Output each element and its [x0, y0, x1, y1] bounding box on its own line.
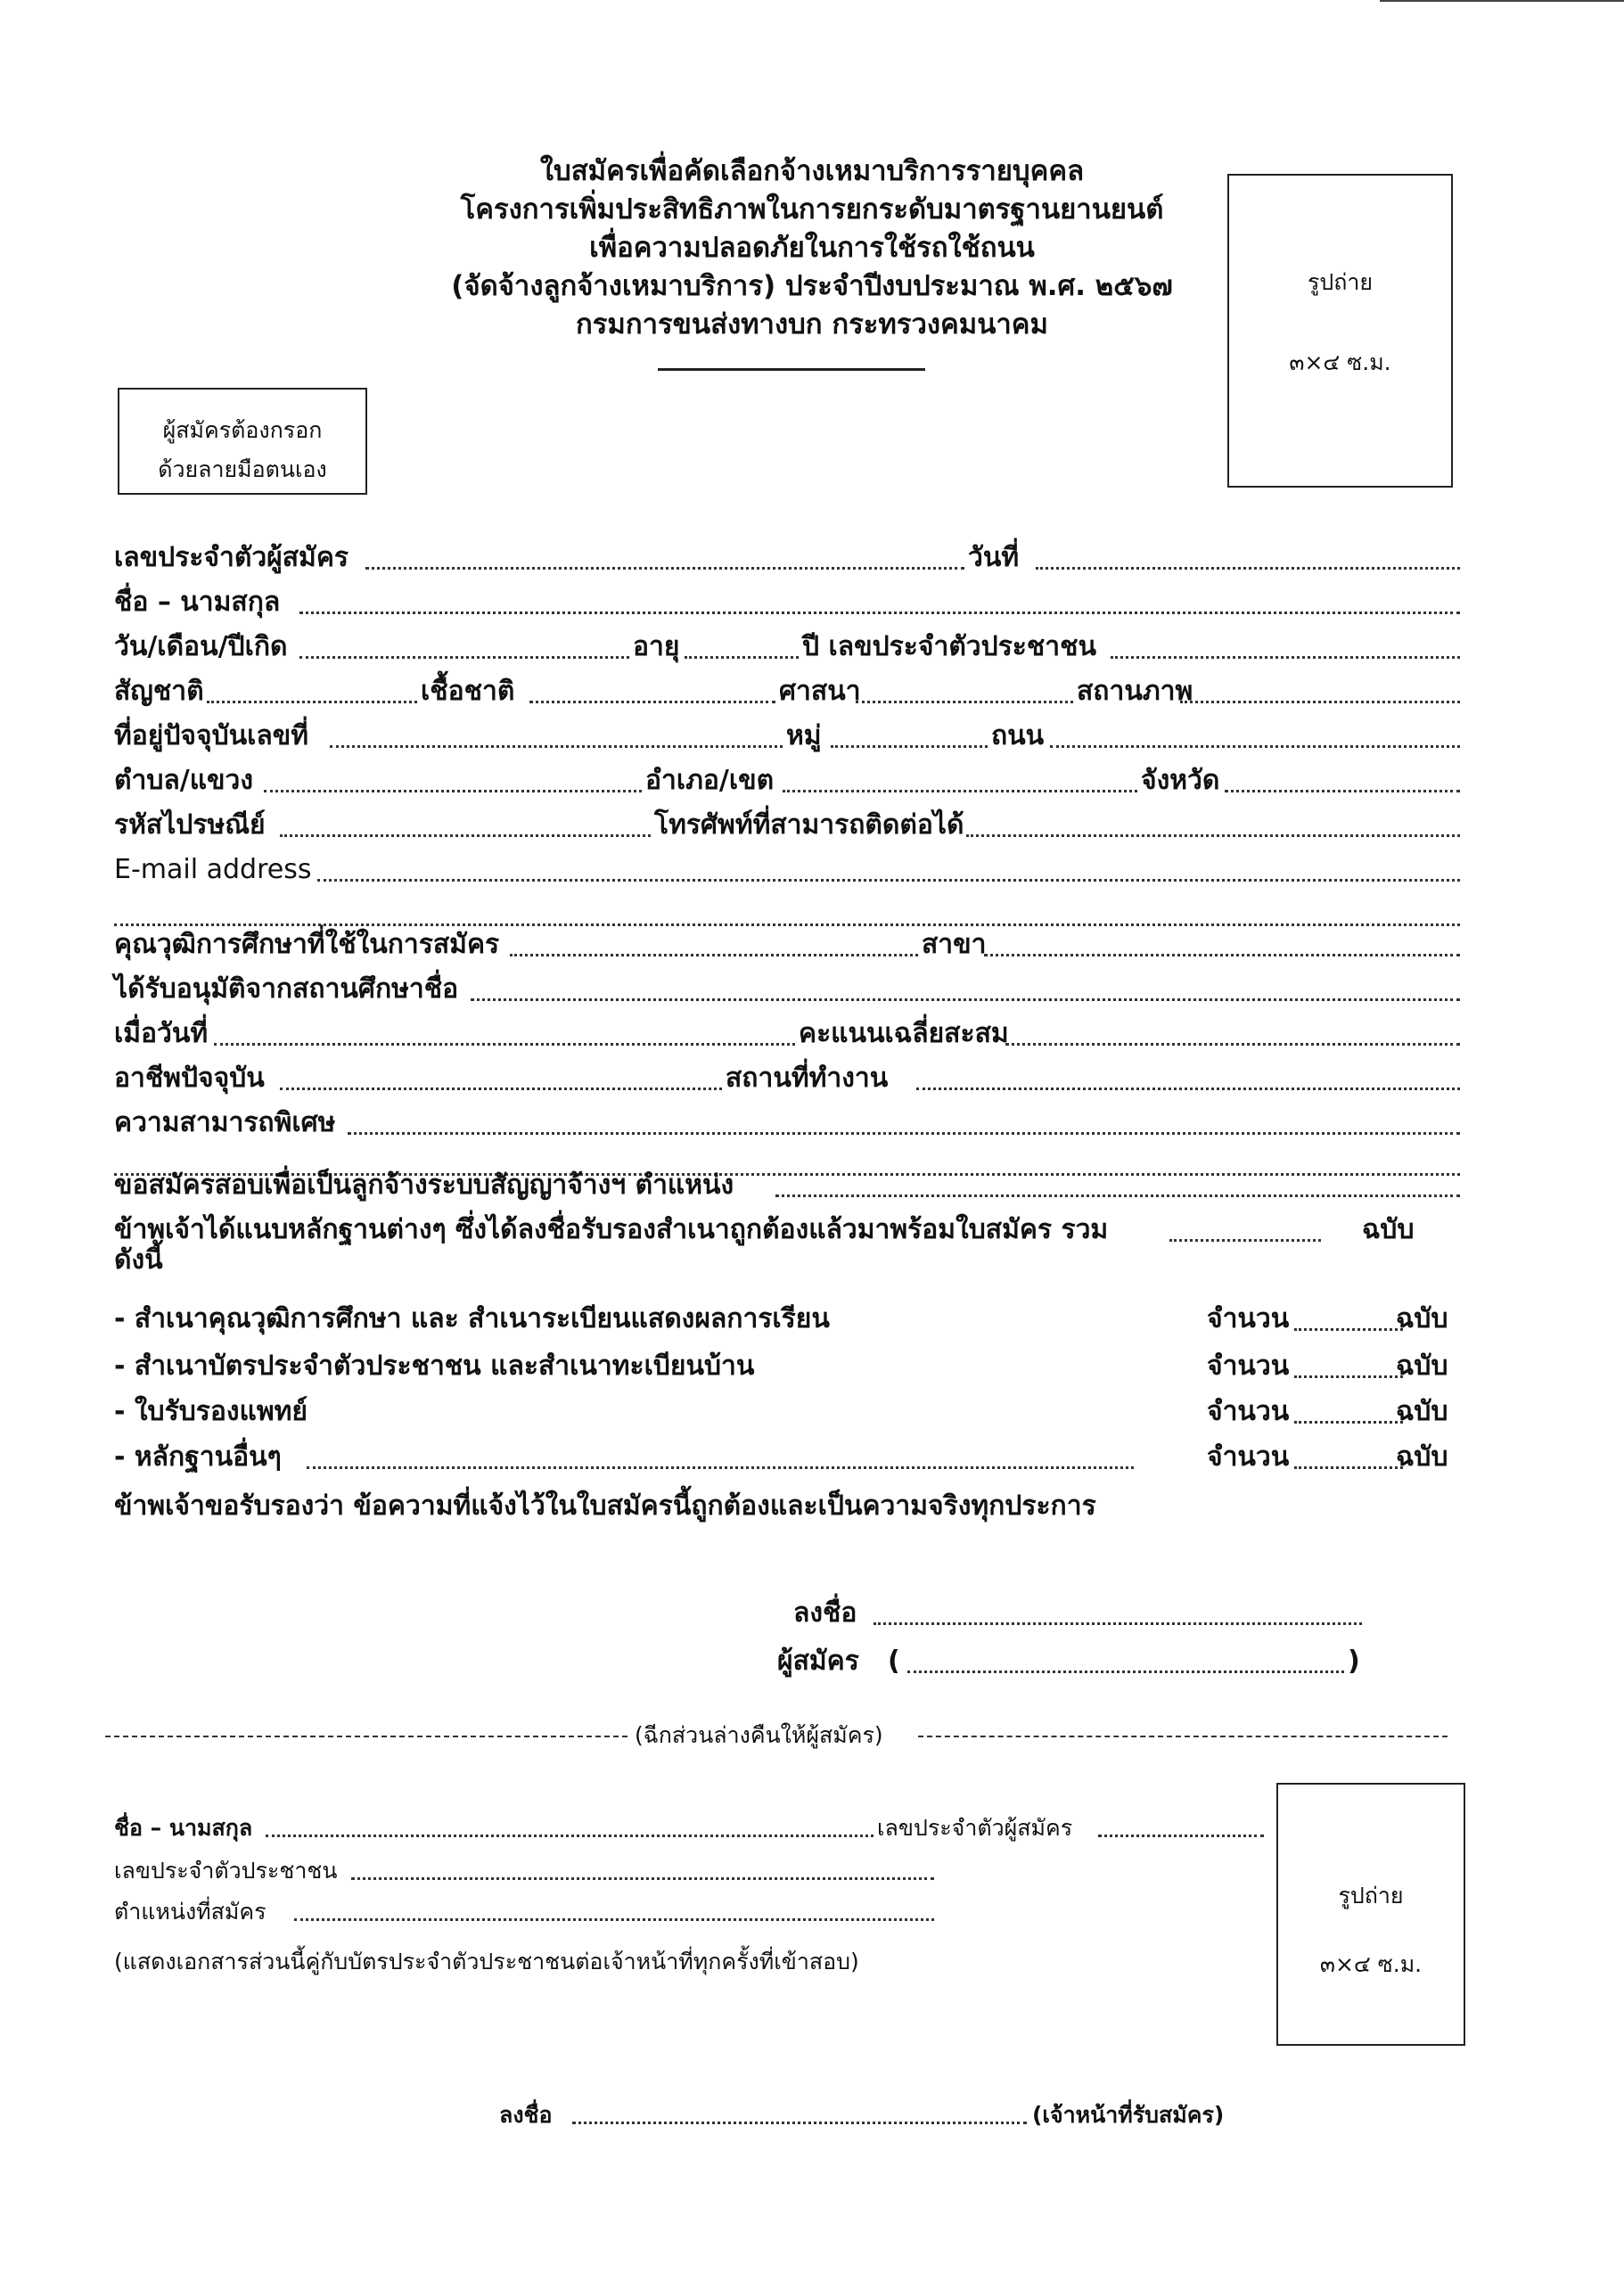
stub-name-field[interactable]: [266, 1835, 874, 1837]
citizen-id-label: ปี เลขประจำตัวประชาชน: [802, 631, 1096, 662]
handwriting-note-box: [118, 388, 367, 495]
attach-item-2: [114, 1346, 1451, 1385]
occupation-label: อาชีพปัจจุบัน: [114, 1063, 265, 1094]
attach-unit: ฉบับ: [1396, 1350, 1448, 1382]
email-label: E-mail address: [114, 854, 312, 885]
gpa-field[interactable]: [1005, 1043, 1460, 1046]
institution-label: ได้รับอนุมัติจากสถานศึกษาชื่อ: [114, 973, 459, 1005]
attach-item-label: - สำเนาบัตรประจำตัวประชาชน และสำเนาทะเบียนบ้าน: [114, 1350, 755, 1382]
attach-count-label: จำนวน: [1207, 1350, 1290, 1382]
attach-count-field[interactable]: [1294, 1328, 1403, 1331]
race-label: เชื้อชาติ: [421, 676, 515, 707]
name-field[interactable]: [299, 612, 1460, 614]
photo-size: ๓×๔ ซ.ม.: [1289, 349, 1391, 375]
signature-field[interactable]: [874, 1622, 1362, 1625]
row-attach-intro2: [114, 1240, 1460, 1279]
postal-field[interactable]: [280, 834, 651, 837]
institution-field[interactable]: [471, 998, 1460, 1001]
attach-count-field[interactable]: [1294, 1375, 1403, 1378]
attach-unit: ฉบับ: [1396, 1396, 1448, 1427]
subdistrict-field[interactable]: [264, 790, 642, 792]
date-field[interactable]: [1036, 567, 1460, 570]
race-field[interactable]: [529, 701, 775, 703]
row-ability: [114, 1103, 1460, 1142]
attach-item-4: [114, 1437, 1451, 1476]
applicant-printed-name-field[interactable]: [907, 1670, 1344, 1673]
occupation-field[interactable]: [280, 1088, 722, 1090]
attach-unit: ฉบับ: [1396, 1441, 1448, 1473]
birthdate-label: วัน/เดือน/ปีเกิด: [114, 631, 288, 662]
officer-sign-label: ลงชื่อ: [499, 2102, 553, 2128]
attach-item-3: [114, 1391, 1451, 1431]
date-label: วันที่: [968, 542, 1020, 573]
row-birthdate: [114, 627, 1460, 666]
attach-unit: ฉบับ: [1396, 1303, 1448, 1334]
attach-count-field[interactable]: [1294, 1421, 1403, 1424]
stub-applicant-id-field[interactable]: [1098, 1835, 1264, 1837]
tear-line-left: [105, 1736, 627, 1737]
gpa-label: คะแนนเฉลี่ยสะสม: [799, 1018, 1009, 1049]
subdistrict-label: ตำบล/แขวง: [114, 765, 254, 796]
attach-item-label: - ใบรับรองแพทย์: [114, 1396, 308, 1427]
attach-intro-continued: ดังนี้: [114, 1244, 163, 1276]
stub-row-citizen: [114, 1848, 934, 1887]
officer-signature-row: [499, 2092, 1284, 2131]
stub-position-label: ตำแหน่งที่สมัคร: [114, 1899, 267, 1925]
when-field[interactable]: [214, 1043, 795, 1046]
workplace-field[interactable]: [916, 1088, 1460, 1090]
scan-edge-mark: [1380, 0, 1624, 2]
stub-photo-size: ๓×๔ ซ.ม.: [1319, 1951, 1423, 1977]
attach-count-label: จำนวน: [1207, 1396, 1290, 1427]
attach-count-label: จำนวน: [1207, 1441, 1290, 1473]
stub-photo-label: รูปถ่าย: [1338, 1883, 1404, 1909]
row-graduation-date: [114, 1014, 1460, 1053]
close-paren: ): [1348, 1646, 1360, 1677]
applicant-id-label: เลขประจำตัวผู้สมัคร: [114, 542, 349, 573]
position-label: ขอสมัครสอบเพื่อเป็นลูกจ้างระบบสัญญาจ้างฯ ตำแหน่ง: [114, 1170, 734, 1201]
row-email: [114, 850, 1460, 889]
nationality-label: สัญชาติ: [114, 676, 204, 707]
stub-applicant-id-label: เลขประจำตัวผู้สมัคร: [877, 1815, 1073, 1841]
phone-label: โทรศัพท์ที่สามารถติดต่อได้: [654, 809, 964, 841]
applicant-signature-row: [793, 1593, 1373, 1632]
district-field[interactable]: [783, 790, 1137, 792]
moo-field[interactable]: [831, 745, 988, 748]
address-field[interactable]: [330, 745, 783, 748]
stub-position-field[interactable]: [294, 1918, 934, 1921]
officer-label: (เจ้าหน้าที่รับสมัคร): [1032, 2102, 1225, 2128]
form-title: ใบสมัครเพื่อคัดเลือกจ้างเหมาบริการรายบุคคล: [539, 155, 1085, 187]
officer-signature-field[interactable]: [572, 2122, 1027, 2124]
branch-label: สาขา: [922, 929, 987, 960]
note-line1: ผู้สมัครต้องกรอก: [162, 417, 323, 443]
photo-label: รูปถ่าย: [1307, 269, 1374, 295]
religion-field[interactable]: [856, 701, 1073, 703]
department-line: กรมการขนส่งทางบก กระทรวงคมนาคม: [576, 308, 1048, 341]
name-label: ชื่อ – นามสกุล: [114, 587, 281, 618]
branch-field[interactable]: [984, 954, 1460, 956]
nationality-field[interactable]: [207, 701, 417, 703]
tear-line-right: [918, 1736, 1448, 1737]
title-underline: [658, 368, 925, 371]
row-qualification: [114, 924, 1460, 964]
age-label: อายุ: [633, 631, 680, 662]
row-applicant-id: [114, 538, 1460, 577]
religion-label: ศาสนา: [779, 676, 861, 707]
applicant-id-field[interactable]: [365, 567, 964, 570]
row-certify: [114, 1486, 1505, 1525]
citizen-id-field[interactable]: [1111, 656, 1460, 659]
age-field[interactable]: [685, 656, 799, 659]
province-field[interactable]: [1225, 790, 1460, 792]
fiscal-year-line: (จัดจ้างลูกจ้างเหมาบริการ) ประจำปีงบประมาณ พ.ศ. ๒๕๖๗: [451, 270, 1173, 302]
applicant-name-row: [777, 1641, 1366, 1680]
phone-field[interactable]: [966, 834, 1460, 837]
stub-note: (แสดงเอกสารส่วนนี้คู่กับบัตรประจำตัวประชาชนต่อเจ้าหน้าที่ทุกครั้งที่เข้าสอบ): [114, 1949, 859, 1974]
ability-label: ความสามารถพิเศษ: [114, 1107, 336, 1138]
applicant-label: ผู้สมัคร: [777, 1646, 859, 1677]
row-occupation: [114, 1058, 1460, 1097]
row-address: [114, 716, 1460, 755]
stub-row-position: [114, 1889, 934, 1928]
row-institution: [114, 969, 1460, 1008]
when-label: เมื่อวันที่: [114, 1018, 209, 1049]
attach-total-unit: ฉบับ: [1362, 1214, 1415, 1245]
row-postal: [114, 805, 1460, 844]
workplace-label: สถานที่ทำงาน: [726, 1063, 889, 1094]
certification-statement: ข้าพเจ้าขอรับรองว่า ข้อความที่แจ้งไว้ในใบสมัครนี้ถูกต้องและเป็นความจริงทุกประการ: [114, 1490, 1096, 1522]
attach-item-label: - หลักฐานอื่นๆ: [114, 1441, 282, 1473]
project-title: โครงการเพิ่มประสิทธิภาพในการยกระดับมาตรฐานยานยนต์: [460, 193, 1164, 226]
row-position: [114, 1165, 1460, 1204]
birthdate-field[interactable]: [299, 656, 629, 659]
attach-item-label: - สำเนาคุณวุฒิการศึกษา และ สำเนาระเบียนแสดงผลการเรียน: [114, 1303, 830, 1334]
ability-field[interactable]: [348, 1132, 1460, 1135]
road-label: ถนน: [991, 720, 1045, 751]
attach-item-1: [114, 1299, 1451, 1338]
status-field[interactable]: [1180, 701, 1460, 703]
road-field[interactable]: [1050, 745, 1460, 748]
moo-label: หมู่: [786, 720, 822, 751]
qualification-label: คุณวุฒิการศึกษาที่ใช้ในการสมัคร: [114, 929, 500, 960]
project-subtitle: เพื่อความปลอดภัยในการใช้รถใช้ถนน: [589, 232, 1035, 264]
attach-other-field[interactable]: [307, 1466, 1134, 1469]
sign-label: ลงชื่อ: [793, 1597, 857, 1629]
tear-off-label: (ฉีกส่วนล่างคืนให้ผู้สมัคร): [635, 1722, 883, 1748]
attach-count-field[interactable]: [1294, 1466, 1403, 1469]
attach-intro: ข้าพเจ้าได้แนบหลักฐานต่างๆ ซึ่งได้ลงชื่อรับรองสำเนาถูกต้องแล้วมาพร้อมใบสมัคร รวม: [114, 1214, 1109, 1245]
qualification-field[interactable]: [510, 954, 918, 956]
stub-citizen-id-field[interactable]: [351, 1877, 934, 1880]
stub-row-note: [114, 1939, 1095, 1978]
stub-photo-box: [1276, 1783, 1465, 2046]
photo-box: [1227, 174, 1453, 488]
row-nationality: [114, 671, 1460, 710]
row-name: [114, 582, 1460, 621]
district-label: อำเภอ/เขต: [645, 765, 775, 796]
stub-name-label: ชื่อ – นามสกุล: [114, 1815, 253, 1841]
stub-citizen-id-label: เลขประจำตัวประชาชน: [114, 1858, 338, 1884]
attach-count-label: จำนวน: [1207, 1303, 1290, 1334]
position-field[interactable]: [775, 1194, 1460, 1197]
row-subdistrict: [114, 760, 1460, 800]
open-paren: (: [888, 1646, 900, 1677]
stub-row-name: [114, 1805, 1264, 1844]
note-line2: ด้วยลายมือตนเอง: [158, 456, 327, 482]
address-label: ที่อยู่ปัจจุบันเลขที่: [114, 720, 309, 751]
email-field[interactable]: [317, 879, 1460, 882]
postal-label: รหัสไปรษณีย์: [114, 809, 266, 841]
status-label: สถานภาพ: [1077, 676, 1193, 707]
province-label: จังหวัด: [1141, 765, 1220, 796]
